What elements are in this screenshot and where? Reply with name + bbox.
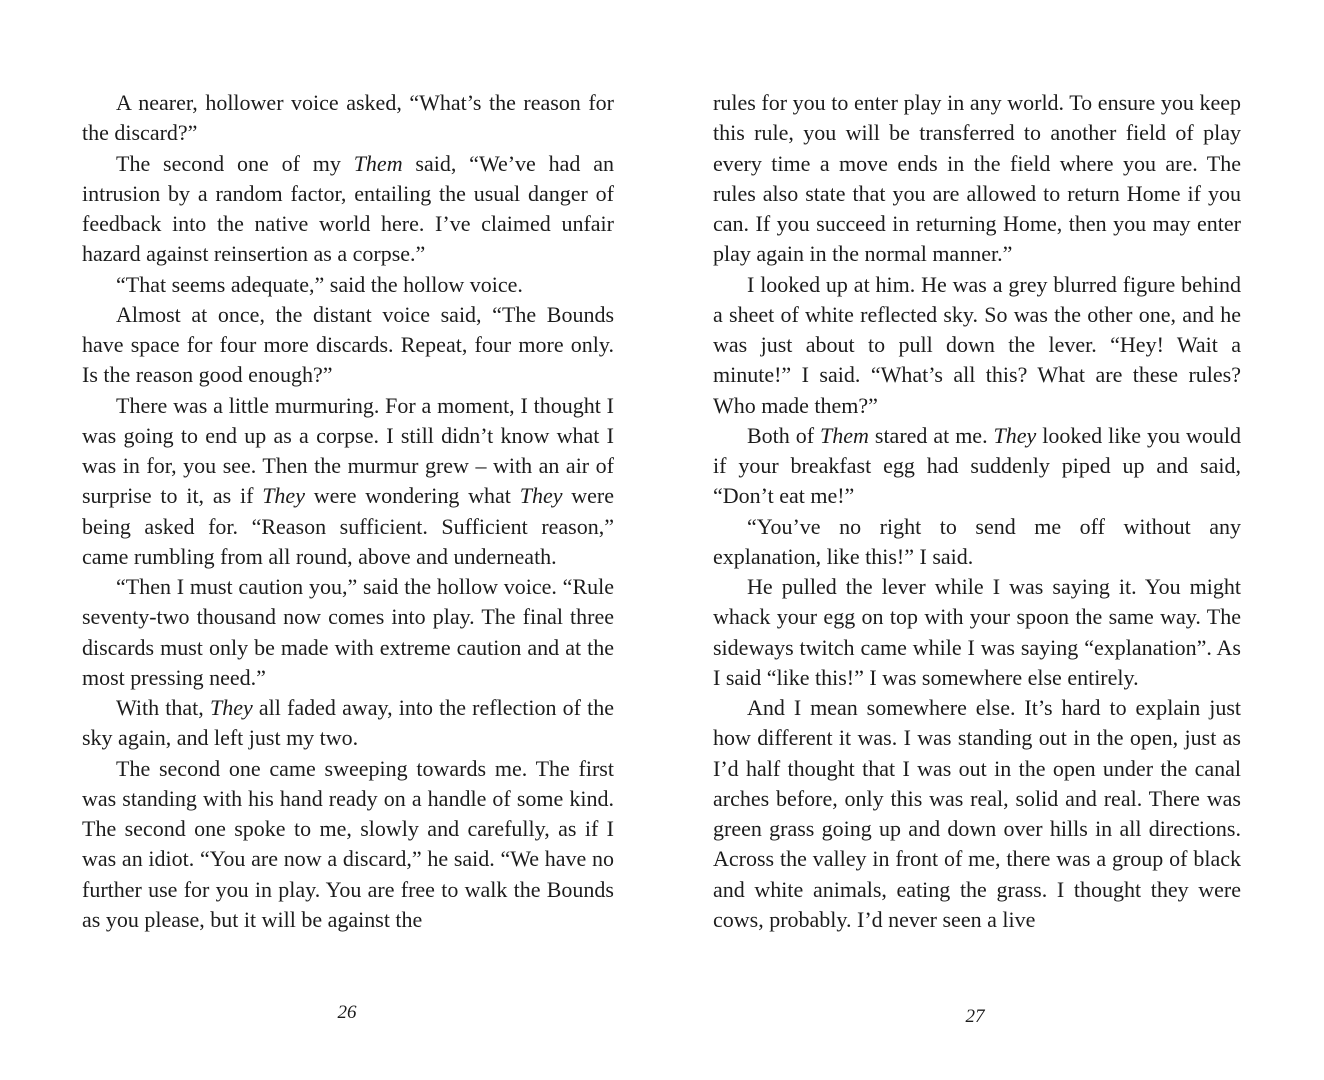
paragraph: “That seems adequate,” said the hollow voice. (116, 271, 523, 297)
paragraph: I looked up at him. He was a grey blurred figure behind a sheet of white reflected sky. So was the other one, and he was just about to pull down the lever. “Hey! Wait a minute!” I said. “What’s all this? What are these rules? Who made them?” (713, 271, 1241, 418)
paragraph: The second one came sweeping towards me. The first was standing with his hand ready on a handle of some kind. The second one spoke to me, slowly and carefully, as if I was an idiot. “You are now a discard,” he said. “We have no further use for you in play. You are free to walk the Bounds as you please, but it will be against the (82, 755, 614, 932)
right-page (662, 0, 1324, 1080)
paragraph: And I mean somewhere else. It’s hard to explain just how different it was. I was standing out in the open, just as I’d half thought that I was out in the open under the canal arches before, only this was real, solid and real. There was green grass going up and down over hills in all directions. Across the valley in front of me, there was a group of black and white animals, eating the grass. I thought they were cows, probably. I’d never seen a live (713, 695, 1241, 932)
right-page-text (713, 88, 1241, 935)
paragraph: There was a little murmuring. For a moment, I thought I was going to end up as a corpse. I still didn’t know what I was in for, you see. Then the murmur grew – with an air of surprise to it, as if They were wondering what They were being asked for. “Reason sufficient. Sufficient reason,” came rumbling from all round, above and underneath. (82, 392, 614, 569)
paragraph: “Then I must caution you,” said the hollow voice. “Rule seventy-two thousand now comes into play. The final three discards must only be made with extreme caution and at the most pressing need.” (82, 574, 614, 690)
paragraph: Both of Them stared at me. They looked like you would if your breakfast egg had suddenly piped up and said, “Don’t eat me!” (713, 422, 1241, 509)
paragraph: Almost at once, the distant voice said, “The Bounds have space for four more discards. Repeat, four more only. Is the reason good enough?” (82, 301, 614, 388)
paragraph: “You’ve no right to send me off without any explanation, like this!” I said. (713, 513, 1241, 569)
paragraph: The second one of my Them said, “We’ve had an intrusion by a random factor, entailing the usual danger of feedback into the native world here. I’ve claimed unfair hazard against reinsertion as a corpse.” (82, 150, 615, 267)
paragraph: rules for you to enter play in any world. To ensure you keep this rule, you will be transferred to another field of play every time a move ends in the field where you are. The rules also state that you are allowed to return Home if you can. If you succeed in returning Home, then you may enter play again in the normal manner.” (713, 90, 1241, 267)
page-number: 27 (965, 1006, 985, 1027)
page-number: 26 (337, 1002, 357, 1023)
paragraph: With that, They all faded away, into the reflection of the sky again, and left just my two. (82, 695, 615, 751)
paragraph: He pulled the lever while I was saying it. You might whack your egg on top with your spoon the same way. The sideways twitch came while I was saying “explanation”. As I said “like this!” I was somewhere else entirely. (713, 574, 1241, 690)
paragraph: A nearer, hollower voice asked, “What’s the reason for the discard?” (82, 90, 614, 146)
left-page-text (82, 88, 614, 935)
